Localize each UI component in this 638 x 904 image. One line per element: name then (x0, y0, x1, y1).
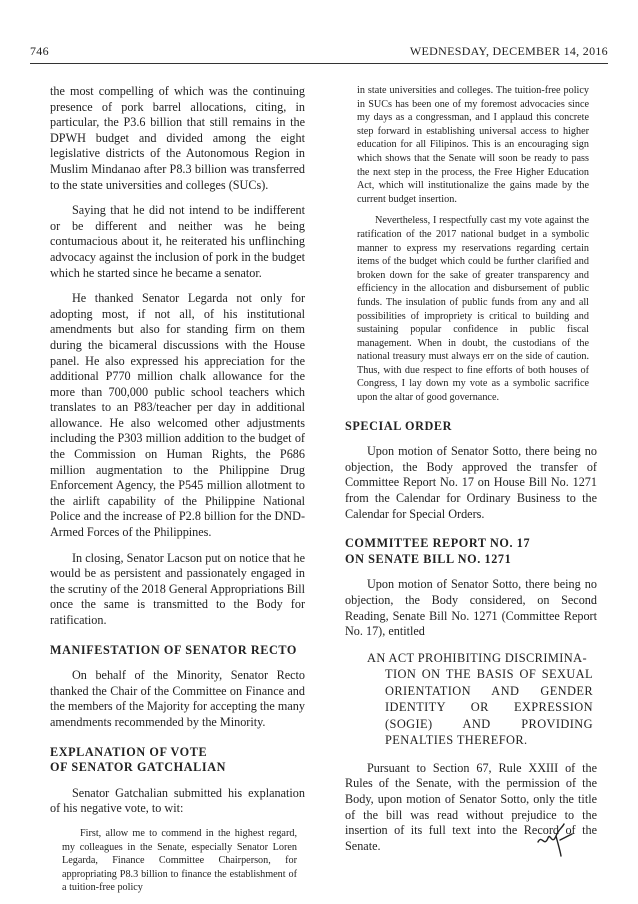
page-number: 746 (30, 44, 49, 58)
paragraph: Senator Gatchalian submitted his explanation of his negative vote, to wit: (50, 785, 305, 816)
bill-title-rest: TION ON THE BASIS OF SEXUAL ORIENTATION AND GENDER IDENTITY OR EXPRESSION (SOGIE) AND PROVIDING PENALTIES THEREFOR. (385, 667, 593, 748)
section-heading: COMMITTEE REPORT NO. 17 (345, 536, 531, 551)
section-heading: EXPLANATION OF VOTE (50, 744, 208, 759)
paragraph: On behalf of the Minority, Senator Recto thanked the Chair of the Committee on Finance and the members of the Majority for accepting the many amendments recommended by the Minority. (50, 668, 305, 729)
quoted-text: in state universities and colleges. The tuition-free policy in SUCs has been one of my foremost advocacies since my days as a congressman, and I applaud this concrete step forward in establishing universal access to higher education for all Filipinos. This is an encouraging sign which shows that the Senate will soon be ready to pass the next step in the process, the Free Higher Education Act, which will institutionalize the gains made by the current budget insertion. (357, 85, 589, 205)
page-header (30, 44, 608, 64)
handwritten-initials (534, 820, 574, 858)
section-heading: MANIFESTATION OF SENATOR RECTO (50, 642, 297, 657)
right-column (345, 84, 597, 864)
paragraph: He thanked Senator Legarda not only for adopting most, if not all, of his institutional amendments but also for standing firm on them during the bicameral discussions with the House panel. He also expressed his appreciation for the additional P770 million chalk allowance for the more than 700,000 public school teachers which translates to an P83/teacher per day in additional allowance. He also welcomed other adjustments including the P303 million addition to the budget of the Commission on Human Rights, the P686 million augmentation to the Philippine Drug Enforcement Agency, the P545 million allotment to the airlift capability of the Philippine National Police and the increase of P2.8 billion for the DND-Armed Forces of the Philippines. (50, 291, 305, 540)
section-heading: ON SENATE BILL NO. 1271 (345, 551, 512, 566)
section-heading: OF SENATOR GATCHALIAN (50, 760, 227, 775)
paragraph: Upon motion of Senator Sotto, there being no objection, the Body considered, on Second Reading, Senate Bill No. 1271 (Committee Report No. 17), entitled (345, 577, 597, 639)
paragraph: In closing, Senator Lacson put on notice that he would be as persistent and passionately engaged in the scrutiny of the 2018 General Appropriations Bill once the same is transmitted to the Body for ratification. (50, 550, 305, 627)
paragraph: Pursuant to Section 67, Rule XXIII of the Rules of the Senate, with the permission of the Body, upon motion of Senator Sotto, only the title of the bill was read without prejudice to the insertion of its full text into the Record of the Senate. (345, 760, 597, 853)
bill-title-first-line: AN ACT PROHIBITING DISCRIMINA- (367, 650, 588, 665)
section-heading: SPECIAL ORDER (345, 418, 453, 433)
bill-title (367, 650, 593, 749)
header-date: WEDNESDAY, DECEMBER 14, 2016 (409, 44, 608, 58)
paragraph: Upon motion of Senator Sotto, there being no objection, the Body approved the transfer of Committee Report No. 17 on House Bill No. 1271 from the Calendar for Ordinary Business to the Calendar for Special Orders. (345, 444, 597, 521)
quoted-text: Nevertheless, I respectfully cast my vote against the ratification of the 2017 national budget in a symbolic manner to express my reservations regarding certain items of the budget which could be further clarified and broken down for the sake of greater transparency and efficiency in the allocation and disbursement of public funds. The insulation of public funds from any and all possibilities of impropriety is critical to building and sustaining popular confidence in public fiscal management. When in doubt, the custodians of the national treasury must always err on the side of caution. Thus, with due respect to fine efforts of both houses of Congress, I lay down my vote as a symbolic sacrifice upon the altar of good governance. (357, 215, 589, 404)
left-column (50, 84, 305, 903)
quoted-text: First, allow me to commend in the highest regard, my colleagues in the Senate, especially Senator Loren Legarda, Finance Committee Chairperson, for appropriating P8.3 billion to finance the establishment of a tuition-free policy (62, 827, 297, 894)
paragraph: Saying that he did not intend to be indifferent or be different and neither was he being contumacious about it, he reiterated his unflinching advocacy against the inclusion of pork in the budget which he started since he became a senator. (50, 203, 305, 280)
paragraph: the most compelling of which was the continuing presence of pork barrel allocations, citing, in particular, the P3.6 billion that still remains in the DPWH budget and divided among the eight legislative districts of the Autonomous Region in Muslim Mindanao after P8.3 billion was transferred to the state universities and colleges (SUCs). (50, 84, 305, 192)
